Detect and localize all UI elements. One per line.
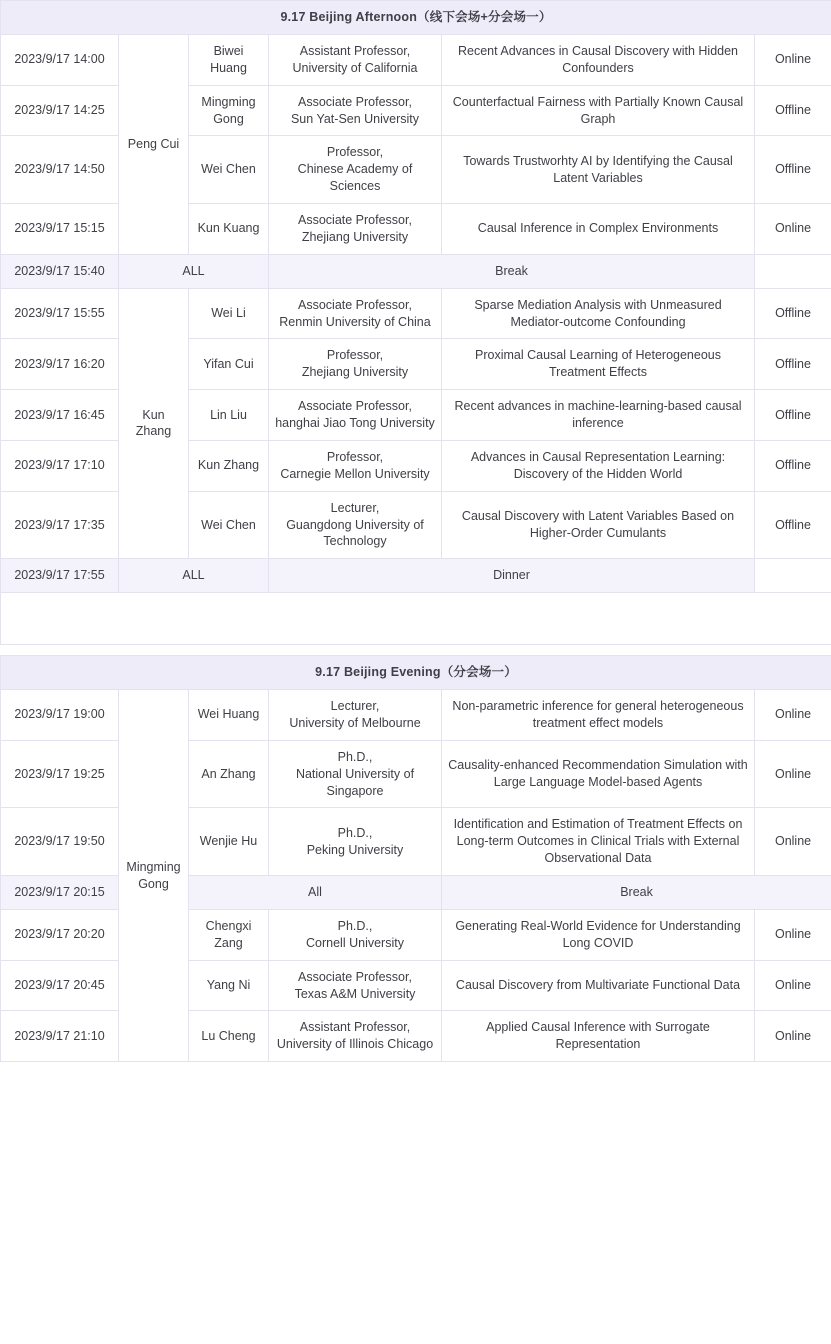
speaker-name: Mingming Gong xyxy=(189,85,269,136)
attendance-mode: Online xyxy=(755,34,831,85)
attendance-mode: Offline xyxy=(755,85,831,136)
speaker-name: Wei Li xyxy=(189,288,269,339)
talk-title: Causality-enhanced Recommendation Simulation with Large Language Model-based Agents xyxy=(442,740,755,808)
talk-title: Applied Causal Inference with Surrogate Representation xyxy=(442,1011,755,1062)
speaker-name: Chengxi Zang xyxy=(189,909,269,960)
spacer-cell xyxy=(1,593,831,645)
talk-title: Identification and Estimation of Treatment Effects on Long-term Outcomes in Clinical Trials with External Observational Data xyxy=(442,808,755,876)
attendance-mode: Offline xyxy=(755,491,831,559)
break-label: Dinner xyxy=(269,559,755,593)
talk-title: Recent advances in machine-learning-based causal inference xyxy=(442,390,755,441)
talk-title: Proximal Causal Learning of Heterogeneous Treatment Effects xyxy=(442,339,755,390)
speaker-affiliation: Associate Professor, Zhejiang University xyxy=(269,204,442,255)
talk-title: Recent Advances in Causal Discovery with Hidden Confounders xyxy=(442,34,755,85)
break-audience: ALL xyxy=(119,559,269,593)
speaker-name: Kun Zhang xyxy=(189,440,269,491)
attendance-mode: Offline xyxy=(755,390,831,441)
session-time: 2023/9/17 17:10 xyxy=(1,440,119,491)
speaker-name: Lin Liu xyxy=(189,390,269,441)
speaker-name: Wei Chen xyxy=(189,491,269,559)
section-title: 9.17 Beijing Afternoon（线下会场+分会场一） xyxy=(1,1,831,35)
talk-title: Causal Discovery from Multivariate Functional Data xyxy=(442,960,755,1011)
talk-title: Sparse Mediation Analysis with Unmeasured Mediator-outcome Confounding xyxy=(442,288,755,339)
session-chair: Kun Zhang xyxy=(119,288,189,559)
section-title: 9.17 Beijing Evening（分会场一） xyxy=(1,656,831,690)
schedule-table xyxy=(0,0,831,645)
talk-title: Causal Discovery with Latent Variables Based on Higher-Order Cumulants xyxy=(442,491,755,559)
speaker-name: Lu Cheng xyxy=(189,1011,269,1062)
break-audience: All xyxy=(189,876,442,910)
table-row xyxy=(1,254,831,288)
schedule-table xyxy=(0,655,831,1062)
session-time: 2023/9/17 15:15 xyxy=(1,204,119,255)
session-time: 2023/9/17 14:00 xyxy=(1,34,119,85)
attendance-mode: Online xyxy=(755,204,831,255)
table-row xyxy=(1,559,831,593)
table-row xyxy=(1,690,831,741)
session-time: 2023/9/17 19:50 xyxy=(1,808,119,876)
attendance-mode: Offline xyxy=(755,288,831,339)
break-audience: ALL xyxy=(119,254,269,288)
session-time: 2023/9/17 20:45 xyxy=(1,960,119,1011)
speaker-name: Biwei Huang xyxy=(189,34,269,85)
section-gap xyxy=(0,645,831,655)
speaker-affiliation: Associate Professor, Texas A&M University xyxy=(269,960,442,1011)
speaker-name: Yifan Cui xyxy=(189,339,269,390)
session-time: 2023/9/17 19:00 xyxy=(1,690,119,741)
speaker-name: Wenjie Hu xyxy=(189,808,269,876)
break-label: Break xyxy=(442,876,831,910)
attendance-mode: Online xyxy=(755,690,831,741)
session-time: 2023/9/17 15:55 xyxy=(1,288,119,339)
attendance-mode: Online xyxy=(755,909,831,960)
attendance-mode: Online xyxy=(755,960,831,1011)
attendance-mode: Offline xyxy=(755,339,831,390)
speaker-affiliation: Lecturer, Guangdong University of Technology xyxy=(269,491,442,559)
speaker-name: Kun Kuang xyxy=(189,204,269,255)
speaker-affiliation: Assistant Professor, University of Illinois Chicago xyxy=(269,1011,442,1062)
break-label: Break xyxy=(269,254,755,288)
speaker-affiliation: Ph.D., Cornell University xyxy=(269,909,442,960)
section-title-row xyxy=(1,656,831,690)
speaker-affiliation: Professor, Chinese Academy of Sciences xyxy=(269,136,442,204)
session-time: 2023/9/17 20:15 xyxy=(1,876,119,910)
session-time: 2023/9/17 21:10 xyxy=(1,1011,119,1062)
section-title-row xyxy=(1,1,831,35)
session-time: 2023/9/17 14:25 xyxy=(1,85,119,136)
session-time: 2023/9/17 16:20 xyxy=(1,339,119,390)
session-chair: Mingming Gong xyxy=(119,690,189,1062)
attendance-mode: Online xyxy=(755,740,831,808)
talk-title: Advances in Causal Representation Learning: Discovery of the Hidden World xyxy=(442,440,755,491)
table-row xyxy=(1,34,831,85)
speaker-affiliation: Ph.D., National University of Singapore xyxy=(269,740,442,808)
speaker-affiliation: Professor, Zhejiang University xyxy=(269,339,442,390)
session-time: 2023/9/17 14:50 xyxy=(1,136,119,204)
attendance-mode: Online xyxy=(755,808,831,876)
speaker-name: Wei Huang xyxy=(189,690,269,741)
session-time: 2023/9/17 16:45 xyxy=(1,390,119,441)
session-time: 2023/9/17 20:20 xyxy=(1,909,119,960)
speaker-affiliation: Assistant Professor, University of California xyxy=(269,34,442,85)
speaker-name: Wei Chen xyxy=(189,136,269,204)
talk-title: Causal Inference in Complex Environments xyxy=(442,204,755,255)
speaker-affiliation: Associate Professor, Renmin University of China xyxy=(269,288,442,339)
attendance-mode: Offline xyxy=(755,440,831,491)
talk-title: Non-parametric inference for general heterogeneous treatment effect models xyxy=(442,690,755,741)
attendance-mode: Online xyxy=(755,1011,831,1062)
session-time: 2023/9/17 17:35 xyxy=(1,491,119,559)
speaker-affiliation: Professor, Carnegie Mellon University xyxy=(269,440,442,491)
table-row xyxy=(1,288,831,339)
speaker-affiliation: Associate Professor, Sun Yat-Sen University xyxy=(269,85,442,136)
speaker-affiliation: Lecturer, University of Melbourne xyxy=(269,690,442,741)
speaker-name: Yang Ni xyxy=(189,960,269,1011)
speaker-affiliation: Associate Professor, hanghai Jiao Tong University xyxy=(269,390,442,441)
speaker-name: An Zhang xyxy=(189,740,269,808)
speaker-affiliation: Ph.D., Peking University xyxy=(269,808,442,876)
session-time: 2023/9/17 17:55 xyxy=(1,559,119,593)
talk-title: Towards Trustworhty AI by Identifying the Causal Latent Variables xyxy=(442,136,755,204)
session-time: 2023/9/17 19:25 xyxy=(1,740,119,808)
spacer-row xyxy=(1,593,831,645)
talk-title: Counterfactual Fairness with Partially Known Causal Graph xyxy=(442,85,755,136)
session-time: 2023/9/17 15:40 xyxy=(1,254,119,288)
session-chair: Peng Cui xyxy=(119,34,189,254)
attendance-mode: Offline xyxy=(755,136,831,204)
talk-title: Generating Real-World Evidence for Understanding Long COVID xyxy=(442,909,755,960)
